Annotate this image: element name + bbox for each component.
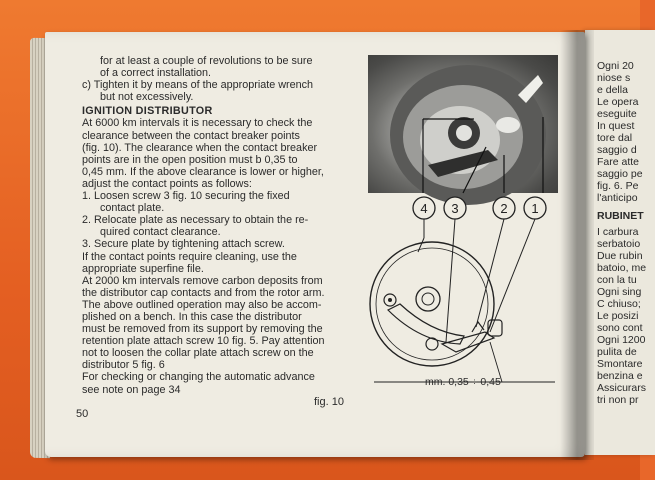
right-page-text-line: Due rubin (597, 250, 643, 262)
right-page-text-line: Assicurars (597, 382, 647, 394)
distributor-photo (368, 55, 558, 193)
right-page-text-line: Ogni sing (597, 286, 642, 298)
text-line: the distributor cap contacts and from the rotor arm. (82, 286, 325, 299)
right-page-text-line: In quest (597, 120, 635, 132)
text-line: but not excessively. (100, 91, 194, 104)
right-page-text-line: benzina e (597, 370, 643, 382)
text-line: At 6000 km intervals it is necessary to check the (82, 117, 313, 130)
right-page-text-line: Smontare (597, 358, 643, 370)
right-page-text-line: Fare atte (597, 156, 640, 168)
distributor-diagram (360, 192, 565, 392)
right-page-text-line: Le posizi (597, 310, 639, 322)
callout-1 (524, 197, 546, 219)
contact-breaker-diagram (360, 192, 565, 392)
text-line: for at least a couple of revolutions to be sure (100, 55, 313, 67)
text-line: The above outlined operation may also be accom- (82, 298, 322, 311)
figure-caption: fig. 10 (314, 396, 344, 408)
right-page-text-line: fig. 6. Pe (597, 180, 639, 192)
right-page (585, 30, 655, 455)
callout-4-label: 4 (420, 201, 428, 216)
text-line: 0,45 mm. If the above clearance is lower or higher, (82, 165, 324, 178)
callout-3 (444, 197, 466, 219)
text-line: 2. Relocate plate as necessary to obtain the re- (82, 214, 309, 227)
right-page-text-line: saggio d (597, 144, 637, 156)
right-page-text-line: e della (597, 84, 628, 96)
text-line: retention plate attach screw 10 fig. 5. Pay attention (82, 335, 325, 348)
text-line: quired contact clearance. (100, 226, 221, 239)
text-line: 1. Loosen screw 3 fig. 10 securing the fixed (82, 190, 290, 203)
callout-1-label: 1 (531, 201, 539, 216)
right-page-text-line: I carbura (597, 226, 639, 238)
right-page-text-line: Ogni 20 (597, 60, 634, 72)
page-number: 50 (76, 408, 89, 420)
right-page-text-line: l'anticipo (597, 192, 638, 204)
section-heading: IGNITION DISTRIBUTOR (82, 105, 213, 118)
right-page-text-line: pulita de (597, 346, 637, 358)
right-page-text-line: C chiuso; (597, 298, 641, 310)
distributor-photo-illustration (368, 55, 558, 193)
manual-text-column (82, 55, 352, 396)
text-line: not to loosen the collar plate attach screw on the (82, 347, 314, 360)
text-line: c) Tighten it by means of the appropriate wrench (82, 79, 314, 92)
text-line: (fig. 10). The clearance when the contact breaker (82, 141, 318, 154)
right-page-text-line: tri non pr (597, 394, 639, 406)
right-page-text-line: niose s (597, 72, 631, 84)
text-line: plished on a bench. In this case the distributor (82, 310, 302, 323)
text-line: 3. Secure plate by tightening attach screw. (82, 238, 285, 251)
right-page-text-line: tore dal (597, 132, 633, 144)
right-page-text-line: eseguite (597, 108, 637, 120)
right-page-text-line: serbatoio (597, 238, 641, 250)
callout-2 (493, 197, 515, 219)
text-line: see note on page 34 (82, 383, 181, 396)
text-line: If the contact points require cleaning, use the (82, 250, 297, 263)
callout-2-label: 2 (500, 201, 508, 216)
right-page-text-line: con la tu (597, 274, 637, 286)
text-line: clearance between the contact breaker points (82, 129, 300, 142)
text-line: For checking or changing the automatic advance (82, 371, 315, 384)
text-line: adjust the contact points as follows: (82, 177, 252, 190)
right-page-text-line: saggio pe (597, 168, 643, 180)
clearance-measurement-label: mm. 0,35 ÷ 0,45 (425, 376, 501, 388)
callout-4 (413, 197, 435, 219)
right-page-text-line: batoio, me (597, 262, 647, 274)
text-line: of a correct installation. (100, 67, 212, 80)
text-line: At 2000 km intervals remove carbon deposits from (82, 274, 323, 287)
right-page-text-line: Ogni 1200 (597, 334, 646, 346)
book-gutter (560, 30, 594, 460)
right-page-text-line: RUBINET (597, 210, 644, 222)
text-line: points are in the open position must b 0,35 to (82, 153, 298, 166)
right-page-text-line: Le opera (597, 96, 639, 108)
text-line: must be removed from its support by removing the (82, 323, 323, 336)
text-line: contact plate. (100, 202, 165, 215)
text-line: distributor 5 fig. 6 (82, 359, 165, 372)
text-line: appropriate superfine file. (82, 262, 204, 275)
right-page-text-line: sono cont (597, 322, 643, 334)
callout-3-label: 3 (451, 201, 459, 216)
